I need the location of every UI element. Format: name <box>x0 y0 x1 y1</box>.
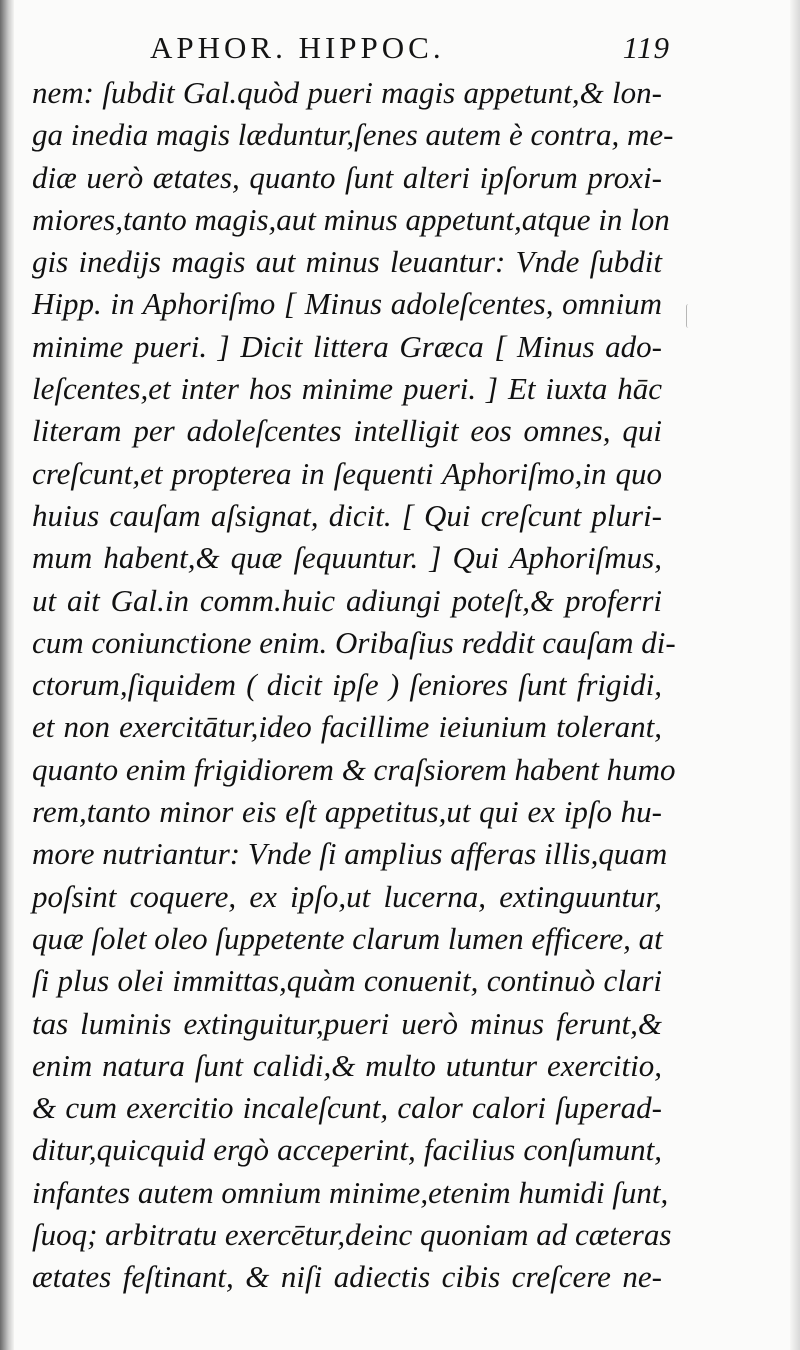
text-line: quanto enim frigidiorem & craſsiorem habent humo <box>32 751 676 787</box>
margin-mark <box>686 304 691 328</box>
text-line: infantes autem omnium minime,etenim humidi ſunt, <box>32 1174 669 1210</box>
text-line: & cum exercitio incaleſcunt, calor calori ſuperad- <box>32 1090 662 1126</box>
text-line: poſsint coquere, ex ipſo,ut lucerna, extinguuntur, <box>32 878 662 914</box>
text-line: ſuoq; arbitratu exercētur,deinc quoniam ad cæteras <box>32 1217 672 1253</box>
text-line: gis inedijs magis aut minus leuantur: Vnde ſubdit <box>32 244 662 280</box>
running-head <box>150 30 670 70</box>
text-line: ga inedia magis læduntur,ſenes autem è contra, me- <box>32 117 674 153</box>
page-edge <box>790 0 800 1350</box>
text-line: mum habent,& quæ ſequuntur. ] Qui Aphoriſmus, <box>32 540 662 576</box>
text-line: Hipp. in Aphoriſmo [ Minus adoleſcentes, omnium <box>32 286 662 322</box>
text-line: miores,tanto magis,aut minus appetunt,atque in lon <box>32 201 670 237</box>
text-line: et non exercitātur,ideo facillime ieiunium tolerant, <box>32 709 662 745</box>
text-line: ætates feſtinant, & niſi adiectis cibis creſcere ne- <box>32 1259 662 1295</box>
running-head-title: APHOR. HIPPOC. <box>150 30 445 65</box>
text-line: ctorum,ſiquidem ( dicit ipſe ) ſeniores ſunt frigidi, <box>32 667 662 703</box>
text-line: ut ait Gal.in comm.huic adiungi poteſt,& proferri <box>32 582 662 618</box>
text-line: enim natura ſunt calidi,& multo utuntur exercitio, <box>32 1047 662 1083</box>
text-line: ditur,quicquid ergò acceperint, facilius conſumunt, <box>32 1132 662 1168</box>
text-line: more nutriantur: Vnde ſi amplius afferas illis,quam <box>32 836 668 872</box>
text-line: ſi plus olei immittas,quàm conuenit, continuò clari <box>32 963 662 999</box>
text-line: quæ ſolet oleo ſuppetente clarum lumen efficere, at <box>32 920 663 956</box>
body-text <box>32 72 676 1299</box>
text-line: rem,tanto minor eis eſt appetitus,ut qui ex ipſo hu- <box>32 794 662 830</box>
text-line: literam per adoleſcentes intelligit eos omnes, qui <box>32 413 662 449</box>
text-line: creſcunt,et propterea in ſequenti Aphoriſmo,in quo <box>32 455 662 491</box>
text-line: leſcentes,et inter hos minime pueri. ] Et iuxta hāc <box>32 371 662 407</box>
text-line: tas luminis extinguitur,pueri uerò minus ferunt,& <box>32 1005 662 1041</box>
page-number: 119 <box>622 30 670 65</box>
text-line: minime pueri. ] Dicit littera Græca [ Minus ado- <box>32 328 662 364</box>
text-line: huius cauſam aſsignat, dicit. [ Qui creſcunt pluri- <box>32 497 662 533</box>
text-line: cum coniunctione enim. Oribaſius reddit cauſam di- <box>32 624 676 660</box>
page-gutter-shadow <box>0 0 14 1350</box>
text-line: nem: ſubdit Gal.quòd pueri magis appetunt,& lon- <box>32 75 662 110</box>
text-line: diæ uerò ætates, quanto ſunt alteri ipſorum proxi- <box>32 159 662 195</box>
